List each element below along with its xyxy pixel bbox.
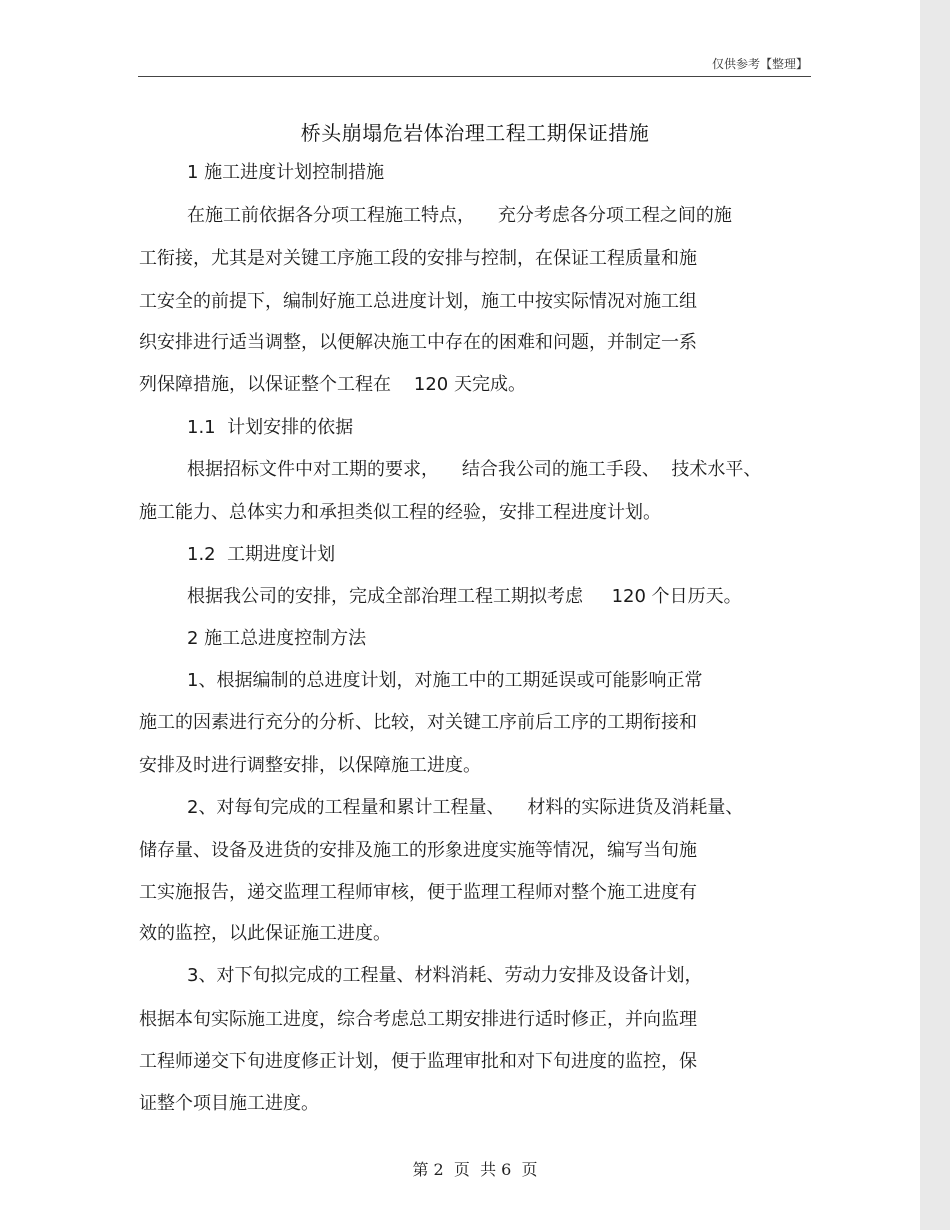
paragraph-line: 根据我公司的安排，完成全部治理工程工期拟考虑 120 个日历天。 xyxy=(187,586,742,607)
list-item-line: 储存量、设备及进货的安排及施工的形象进度实施等情况，编写当旬施 xyxy=(139,840,697,861)
document-title: 桥头崩塌危岩体治理工程工期保证措施 xyxy=(300,121,650,145)
list-item-line: 1、根据编制的总进度计划，对施工中的工期延误或可能影响正常 xyxy=(187,670,703,691)
paragraph-line: 根据招标文件中对工期的要求， 结合我公司的施工手段、 技术水平、 xyxy=(187,459,762,480)
list-item-line: 根据本旬实际施工进度，综合考虑总工期安排进行适时修正，并向监理 xyxy=(139,1009,697,1030)
list-item-line: 工实施报告，递交监理工程师审核，便于监理工程师对整个施工进度有 xyxy=(139,882,697,903)
section-heading: 1.2 工期进度计划 xyxy=(187,544,336,565)
list-item-line: 工程师递交下旬进度修正计划，便于监理审批和对下旬进度的监控，保 xyxy=(139,1051,697,1072)
list-item-line: 施工的因素进行充分的分析、比较，对关键工序前后工序的工期衔接和 xyxy=(139,712,697,733)
paragraph-line: 施工能力、总体实力和承担类似工程的经验，安排工程进度计划。 xyxy=(139,502,661,523)
header-rule xyxy=(138,76,811,77)
paragraph-line: 织安排进行适当调整，以便解决施工中存在的困难和问题，并制定一系 xyxy=(139,332,697,353)
paragraph-line: 工安全的前提下，编制好施工总进度计划，施工中按实际情况对施工组 xyxy=(139,291,697,312)
paragraph-line: 在施工前依据各分项工程施工特点， 充分考虑各分项工程之间的施 xyxy=(187,205,732,226)
header-note: 仅供参考【整理】 xyxy=(711,57,808,71)
paragraph-line: 列保障措施，以保证整个工程在 120 天完成。 xyxy=(139,374,526,395)
list-item-line: 3、对下旬拟完成的工程量、材料消耗、劳动力安排及设备计划， xyxy=(187,965,703,986)
section-heading: 1 施工进度计划控制措施 xyxy=(187,162,385,183)
section-heading: 2 施工总进度控制方法 xyxy=(187,628,367,649)
list-item-line: 安排及时进行调整安排，以保障施工进度。 xyxy=(139,755,481,776)
list-item-line: 2、对每旬完成的工程量和累计工程量、 材料的实际进货及消耗量、 xyxy=(187,797,744,818)
paragraph-line: 工衔接，尤其是对关键工序施工段的安排与控制，在保证工程质量和施 xyxy=(139,248,697,269)
list-item-line: 效的监控，以此保证施工进度。 xyxy=(139,923,391,944)
list-item-line: 证整个项目施工进度。 xyxy=(139,1093,319,1114)
page-number: 第 2 页 共 6 页 xyxy=(412,1160,538,1179)
section-heading: 1.1 计划安排的依据 xyxy=(187,417,354,438)
